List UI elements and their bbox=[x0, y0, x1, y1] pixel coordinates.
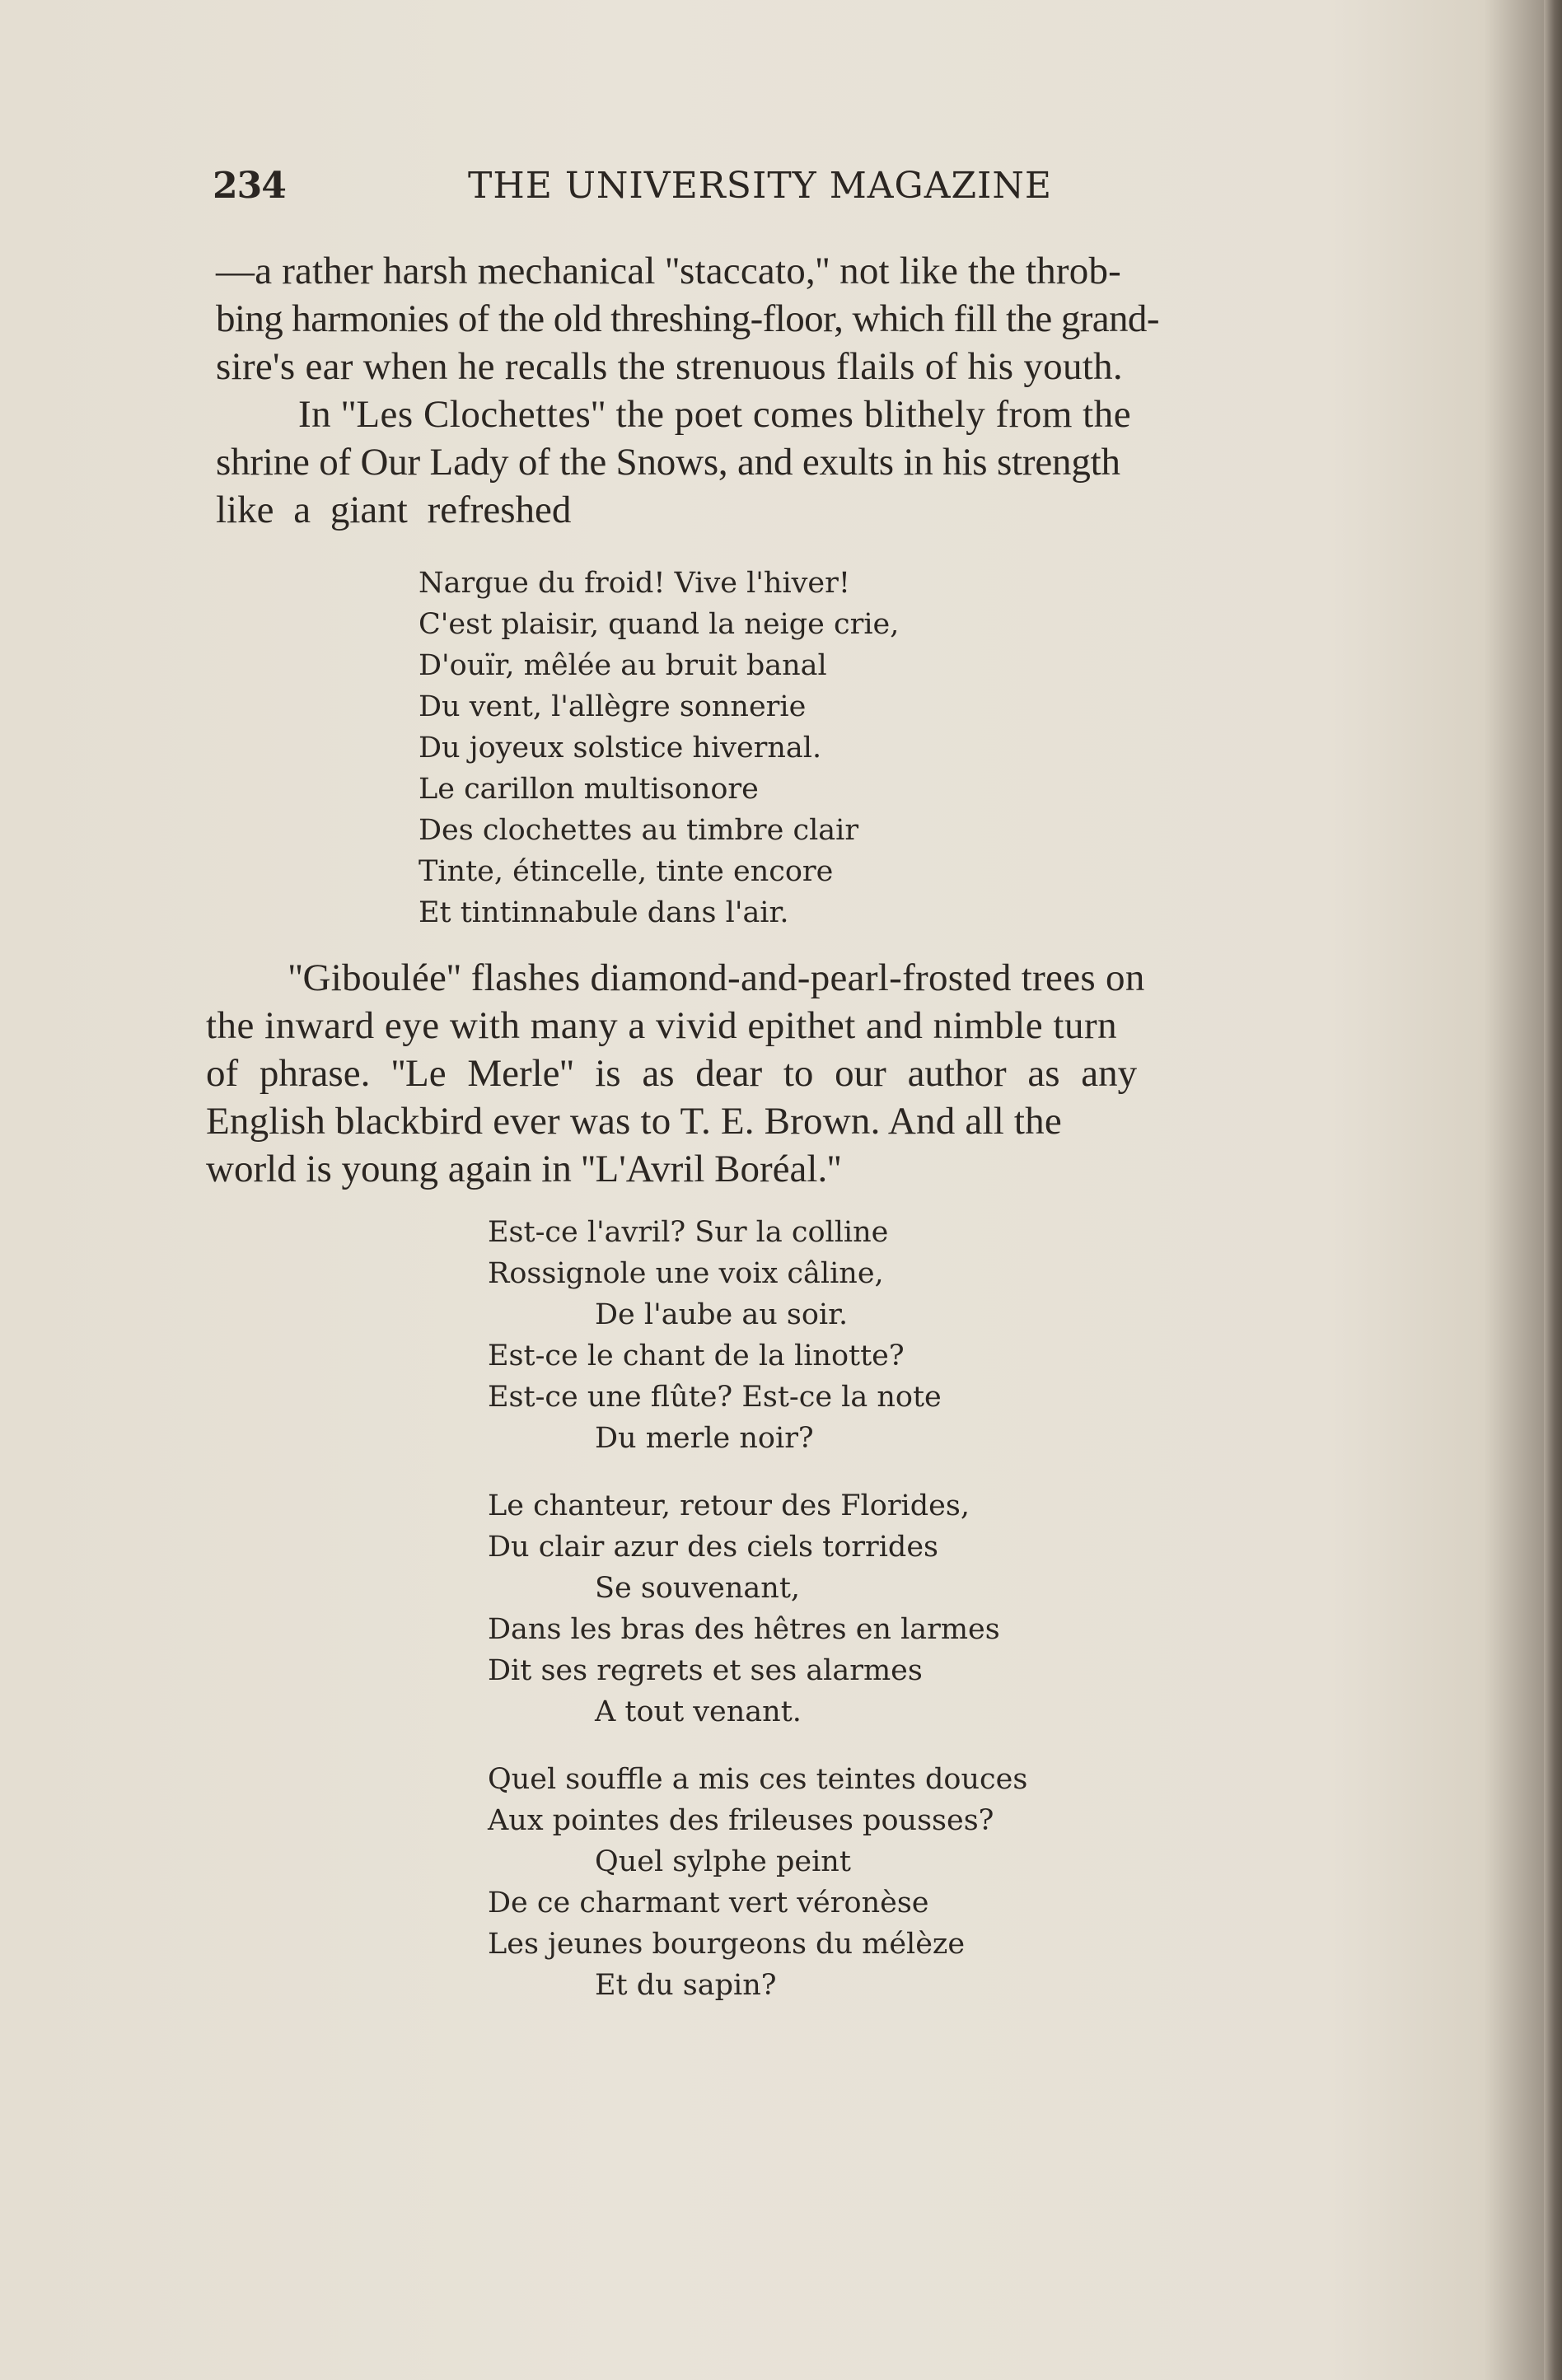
poem-line: De l'aube au soir. bbox=[595, 1298, 849, 1331]
paragraph-line: like a giant refreshed bbox=[216, 489, 572, 531]
paragraph-line: English blackbird ever was to T. E. Brown. And all the bbox=[206, 1100, 1062, 1143]
paragraph-line: of phrase. ''Le Merle'' is as dear to our author as any bbox=[206, 1052, 1138, 1095]
stanza-gap bbox=[488, 1459, 1027, 1485]
paragraph-line: world is young again in ''L'Avril Boréal.'' bbox=[206, 1148, 842, 1190]
paragraph-line: shrine of Our Lady of the Snows, and exults in his strength bbox=[216, 441, 1120, 484]
paragraph-line: bing harmonies of the old threshing-floor, which fill the grand- bbox=[216, 297, 1159, 340]
poem-line: Nargue du froid! Vive l'hiver! bbox=[419, 567, 850, 600]
page-header bbox=[213, 165, 1111, 214]
paragraph-2 bbox=[206, 954, 1145, 1193]
poem-l-avril-boreal bbox=[488, 1212, 1027, 2006]
poem-line: Du joyeux solstice hivernal. bbox=[419, 732, 822, 764]
paragraph-line: the inward eye with many a vivid epithet and nimble turn bbox=[206, 1004, 1118, 1047]
poem-line: A tout venant. bbox=[595, 1695, 802, 1728]
stanza-gap bbox=[488, 1732, 1027, 1759]
paragraph-line: —a rather harsh mechanical ''staccato,'' not like the throb- bbox=[216, 250, 1122, 292]
poem-line: Du clair azur des ciels torrides bbox=[488, 1531, 939, 1564]
poem-line: Les jeunes bourgeons du mélèze bbox=[488, 1928, 966, 1961]
poem-stanza bbox=[488, 1485, 1027, 1732]
poem-line: Aux pointes des frileuses pousses? bbox=[488, 1804, 994, 1837]
poem-line: Dans les bras des hêtres en larmes bbox=[488, 1613, 1000, 1646]
poem-line: Est-ce le chant de la linotte? bbox=[488, 1340, 905, 1372]
paragraph-line: ''Giboulée'' flashes diamond-and-pearl-frosted trees on bbox=[288, 956, 1145, 999]
poem-line: De ce charmant vert véronèse bbox=[488, 1887, 929, 1919]
poem-line: Est-ce l'avril? Sur la colline bbox=[488, 1216, 889, 1249]
paragraph-line: sire's ear when he recalls the strenuous flails of his youth. bbox=[216, 345, 1123, 388]
poem-line: Des clochettes au timbre clair bbox=[419, 814, 859, 847]
poem-line: Quel souffle a mis ces teintes douces bbox=[488, 1763, 1028, 1796]
poem-line: Du vent, l'allègre sonnerie bbox=[419, 690, 807, 723]
poem-line: Quel sylphe peint bbox=[595, 1845, 851, 1878]
poem-stanza bbox=[488, 1759, 1027, 2006]
paragraph-line: In ''Les Clochettes'' the poet comes blithely from the bbox=[298, 393, 1132, 436]
poem-line: Le chanteur, retour des Florides, bbox=[488, 1489, 970, 1522]
poem-line: C'est plaisir, quand la neige crie, bbox=[419, 608, 900, 641]
page-number: 234 bbox=[213, 165, 286, 207]
poem-line: Tinte, étincelle, tinte encore bbox=[419, 855, 834, 888]
poem-stanza bbox=[488, 1212, 1027, 1459]
paragraph-1 bbox=[216, 247, 1159, 534]
running-title: THE UNIVERSITY MAGAZINE bbox=[468, 165, 1053, 207]
poem-line: D'ouïr, mêlée au bruit banal bbox=[419, 649, 827, 682]
poem-line: Le carillon multisonore bbox=[419, 773, 759, 806]
poem-line: Dit ses regrets et ses alarmes bbox=[488, 1654, 923, 1687]
poem-line: Se souvenant, bbox=[595, 1572, 801, 1605]
poem-line: Et du sapin? bbox=[595, 1969, 777, 2002]
poem-line: Du merle noir? bbox=[595, 1422, 814, 1455]
poem-line: Est-ce une flûte? Est-ce la note bbox=[488, 1381, 942, 1414]
page-edge-shadow bbox=[1544, 0, 1562, 2380]
poem-line: Rossignole une voix câline, bbox=[488, 1257, 884, 1290]
poem-line: Et tintinnabule dans l'air. bbox=[419, 896, 789, 929]
poem-les-clochettes bbox=[419, 563, 899, 933]
